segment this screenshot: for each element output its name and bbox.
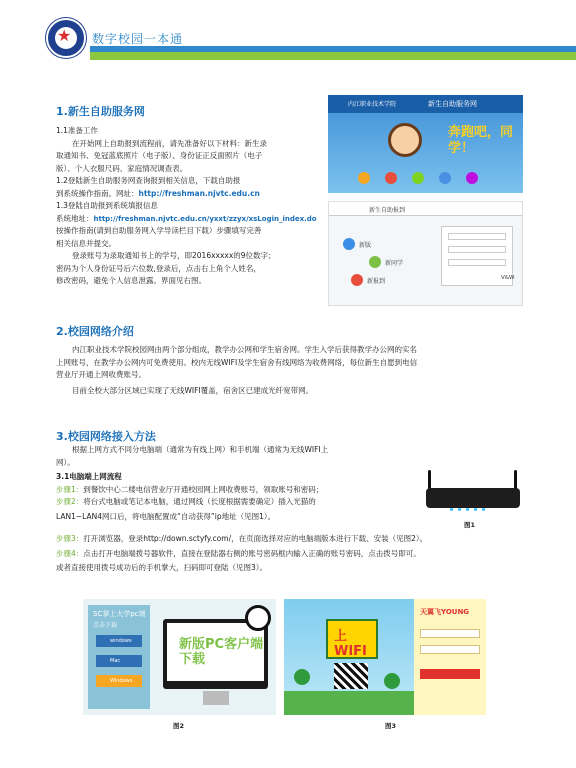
- line: 1.2登陆新生自助服务网查询报到相关信息，下载自助报: [56, 176, 241, 185]
- step-text: 到餐饮中心二楼电信营业厅开通校园网上网收费账号，领取账号和密码；: [83, 484, 324, 494]
- header-bar-green: [90, 52, 576, 60]
- line: 按操作指南(请到自助服务网入学导读栏目下载）步骤填写完善: [56, 226, 262, 235]
- step-label: 步骤4：: [56, 548, 84, 558]
- line: 根据上网方式不同分电脑端（通常为有线上网）和手机端（通常为无线WIFI上: [72, 445, 329, 454]
- line: 登录账号为录取通知书上的学号，即2016xxxxx的9位数字；: [72, 251, 276, 260]
- bubble-label: 新版: [359, 242, 372, 249]
- screen-text: 新版PC客户端下载: [179, 637, 264, 667]
- step-label: 步骤2：: [56, 497, 84, 506]
- panel-subtitle: 点击下载: [93, 622, 118, 629]
- password-field[interactable]: [448, 246, 506, 253]
- section1-body: [56, 125, 324, 288]
- line: 修改密码，避免个人信息泄露。界面见右图。: [56, 276, 206, 285]
- step1-line: [56, 484, 416, 497]
- system-line: [56, 213, 324, 226]
- line: 内江职业技术学院校园网由两个部分组成，教学办公网和学生宿舍网。学生入学后获得教学办公网的实名: [72, 345, 417, 354]
- tree-icon: [384, 673, 400, 689]
- star-icon: ★: [57, 26, 72, 45]
- line: 版）、个人衣服尺码、家庭情况调查表。: [56, 163, 188, 173]
- panda-icon: [245, 605, 271, 631]
- line: 在开始网上自助报到流程前，请先准备好以下材料：新生录: [72, 138, 267, 148]
- login-screenshot: [328, 201, 523, 306]
- captcha-field[interactable]: [448, 259, 506, 266]
- qr-code: [334, 663, 368, 689]
- bubble-icon: [343, 238, 355, 250]
- system-link[interactable]: http://freshman.njvtc.edu.cn/yxxt/zzyx/xsLogin_index.do: [93, 214, 317, 223]
- step4-line: [56, 548, 536, 561]
- site-school-name: 内江职业技术学院: [348, 101, 397, 108]
- login-panel: [414, 599, 486, 715]
- line: 1.3登陆自助报到系统填报信息: [56, 201, 158, 210]
- circle-icon: [466, 172, 478, 184]
- guide-line: [56, 188, 324, 201]
- system-prefix: 系统地址：: [56, 213, 94, 223]
- school-logo: [46, 18, 86, 58]
- section2-body: [56, 344, 526, 397]
- pc-client-download-image: [83, 599, 276, 715]
- section1-heading: 1.新生自助服务网: [56, 105, 145, 118]
- header: [0, 0, 576, 62]
- step-label: 步骤3：: [56, 534, 84, 543]
- figure1-caption: 图1: [464, 521, 476, 529]
- panel-title: SC掌上大学pc端: [93, 610, 146, 618]
- captcha-code: V&W: [501, 275, 515, 281]
- monitor-stand: [203, 691, 229, 705]
- circle-icon: [439, 172, 451, 184]
- site-slogan: 奔跑吧，同学！: [448, 125, 514, 156]
- circle-icon: [412, 172, 424, 184]
- step-label: 步骤1：: [56, 484, 84, 494]
- line: LAN1~LAN4网口后，将电脑配置成“自动获得”ip地址（见图1）。: [56, 511, 276, 521]
- step2-line: [56, 496, 416, 509]
- tree-icon: [294, 669, 310, 685]
- line: 密码为个人身份证号后六位数,登录后，点击右上角个人姓名，: [56, 263, 261, 273]
- username-field[interactable]: [448, 233, 506, 240]
- wifi-banner: [326, 619, 378, 659]
- bubble-icon: [351, 274, 363, 286]
- login-button[interactable]: [420, 669, 480, 679]
- line-prep: 1.1准备工作: [56, 126, 98, 135]
- wifi-poster: [284, 599, 414, 715]
- mac-label: Mac: [110, 658, 121, 664]
- bubble-label: 新同学: [385, 260, 404, 267]
- step3-line: [56, 533, 536, 546]
- line: 目前全校大部分区域已实现了无线WIFI覆盖，宿舍区已建成光纤宽带网。: [72, 385, 314, 395]
- cartoon-student: [388, 123, 422, 157]
- line: 相关信息并提交。: [56, 238, 116, 248]
- bubble-icon: [369, 256, 381, 268]
- figure3-caption: 图3: [385, 722, 397, 730]
- login-title: 新生自助报到: [369, 207, 406, 214]
- line: 或者直接使用拨号成功后的手机掌大，扫码即可登陆（见图3）。: [56, 563, 268, 572]
- windows-new-label: Windows: [110, 678, 133, 684]
- download-panel: [88, 605, 150, 709]
- step-text: 将台式电脑或笔记本电脑，通过网线（长度根据需要确定）插入光猫的: [83, 497, 316, 506]
- step-text: 点击打开电脑端拨号器软件，直接在登陆器右侧的账号密码框内输入正确的账号密码，点击拨号即可。: [83, 548, 421, 558]
- brand-name: 天翼飞YOUNG: [420, 608, 470, 616]
- site-icons: [358, 169, 488, 188]
- figure2-caption: 图2: [173, 722, 185, 730]
- freshman-site-screenshot: [328, 95, 523, 193]
- account-field[interactable]: [420, 629, 480, 638]
- section3-steps: [56, 533, 536, 575]
- monitor-screen: [167, 623, 264, 681]
- windows-label: windows: [110, 638, 132, 644]
- header-title: 数字校园一本通: [92, 32, 184, 46]
- guide-prefix: 到系统操作指南。网址：: [56, 188, 139, 198]
- circle-icon: [358, 172, 370, 184]
- wifi-banner-text: 上WIFI: [334, 629, 367, 659]
- line: 网）。: [56, 457, 75, 467]
- line: 上网账号，在教学办公网内可免费使用。校内无线WIFI及学生宿舍有线网络为收费网络，每位新生自愿到电信: [56, 357, 418, 367]
- line: 取通知书、免冠蓝底照片（电子版）、身份证正反面照片（电子: [56, 151, 263, 160]
- line: 营业厅开通上网收费账号。: [56, 370, 146, 379]
- circle-icon: [385, 172, 397, 184]
- modem-image: [420, 470, 524, 518]
- guide-link[interactable]: http://freshman.njvtc.edu.cn: [138, 188, 260, 198]
- login-topbar: [329, 202, 523, 216]
- sub-heading: 3.1电脑端上网流程: [56, 472, 122, 481]
- grass: [284, 691, 414, 715]
- bubble-label: 新报到: [367, 278, 386, 285]
- section3-heading: 3.校园网络接入方法: [56, 430, 156, 443]
- modem-leds: [450, 496, 490, 515]
- password-field[interactable]: [420, 645, 480, 654]
- step-text: 打开浏览器，登录http://down.sctyfy.com/，在页面选择对应的电脑端版本进行下载、安装（见图2）。: [83, 534, 428, 543]
- section3-intro: [56, 444, 416, 523]
- mobile-wifi-image: [284, 599, 486, 715]
- site-title: 新生自助服务网: [428, 100, 477, 108]
- section2-heading: 2.校园网络介绍: [56, 325, 134, 338]
